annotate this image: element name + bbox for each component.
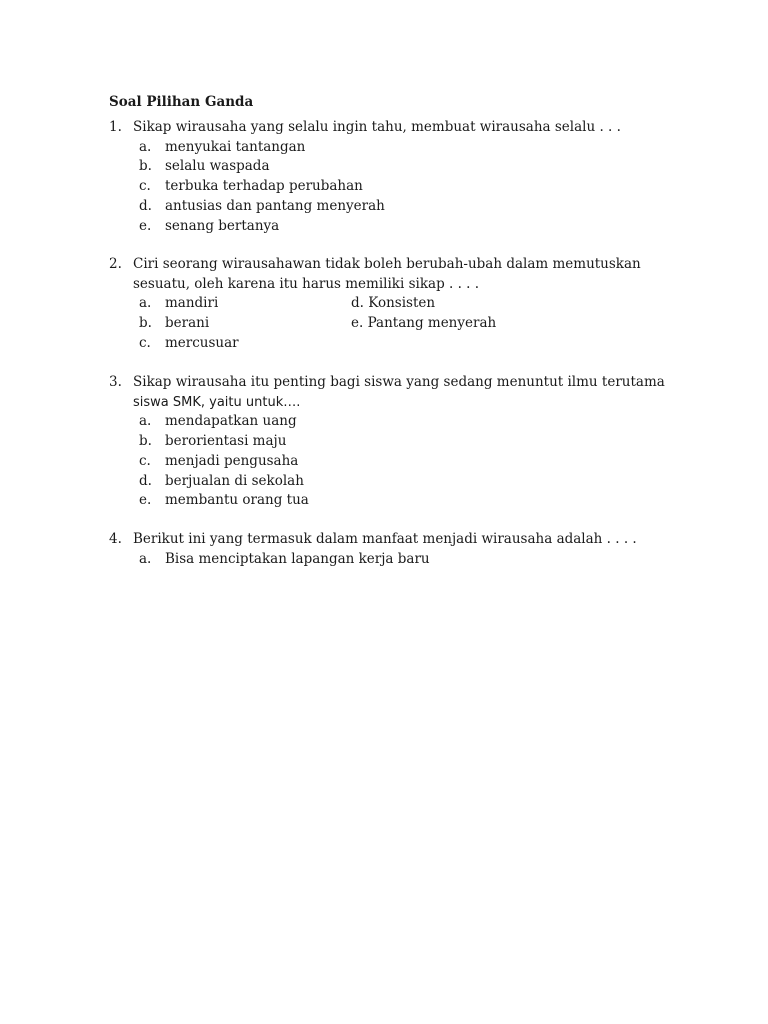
option-text: menyukai tantangan <box>165 138 306 155</box>
option-letter: a. <box>139 550 152 567</box>
question-1 <box>109 118 669 236</box>
option-item <box>139 472 669 492</box>
option-item <box>139 452 669 472</box>
question-4 <box>109 530 669 569</box>
option-text: berjualan di sekolah <box>165 472 304 489</box>
option-item <box>139 491 669 511</box>
option-letter: e. <box>139 492 152 509</box>
option-letter: b. <box>139 315 152 332</box>
option-text: mercusuar <box>165 334 239 351</box>
option-item <box>139 177 669 197</box>
option-item <box>139 217 669 237</box>
option-item <box>139 138 669 158</box>
question-text: Sikap wirausaha itu penting bagi siswa yang sedang menuntut ilmu terutama <box>133 374 665 390</box>
option-text: membantu orang tua <box>165 492 309 509</box>
option-letter: d. <box>139 472 152 489</box>
document-title: Soal Pilihan Ganda <box>109 94 254 110</box>
option-text: menjadi pengusaha <box>165 452 299 469</box>
option-text: berorientasi maju <box>165 433 287 450</box>
option-text: mendapatkan uang <box>165 413 297 430</box>
option-letter: d. <box>139 197 152 214</box>
option-text: mandiri <box>165 295 219 312</box>
option-text: antusias dan pantang menyerah <box>165 197 385 214</box>
option-letter: b. <box>139 158 152 175</box>
option-letter: c. <box>139 178 151 195</box>
option-text: terbuka terhadap perubahan <box>165 178 363 195</box>
option-text-right: e. Pantang menyerah <box>351 315 497 332</box>
option-list <box>139 294 669 353</box>
option-letter: a. <box>139 413 152 430</box>
question-text: Sikap wirausaha yang selalu ingin tahu, membuat wirausaha selalu . . . <box>133 119 621 135</box>
option-letter: b. <box>139 433 152 450</box>
question-text: Berikut ini yang termasuk dalam manfaat menjadi wirausaha adalah . . . . <box>133 531 637 547</box>
option-text: berani <box>165 315 210 332</box>
question-text: Ciri seorang wirausahawan tidak boleh berubah-ubah dalam memutuskan <box>133 256 641 272</box>
option-list <box>139 550 669 570</box>
option-item <box>139 334 669 354</box>
question-number: 2. <box>109 256 122 272</box>
question-number: 1. <box>109 119 122 135</box>
question-text-continued: siswa SMK, yaitu untuk…. <box>133 394 301 410</box>
option-list <box>139 138 669 237</box>
option-item <box>139 294 669 314</box>
question-text-continued: sesuatu, oleh karena itu harus memiliki sikap . . . . <box>133 275 480 292</box>
option-item <box>139 197 669 217</box>
option-item <box>139 157 669 177</box>
option-letter: a. <box>139 295 152 312</box>
option-letter: a. <box>139 138 152 155</box>
option-letter: c. <box>139 452 151 469</box>
option-item <box>139 314 669 334</box>
question-2 <box>109 255 669 354</box>
option-item <box>139 412 669 432</box>
option-letter: c. <box>139 334 151 351</box>
question-number: 4. <box>109 531 122 547</box>
option-text-right: d. Konsisten <box>351 295 436 312</box>
option-list <box>139 412 669 511</box>
question-3 <box>109 373 669 511</box>
option-text: selalu waspada <box>165 158 270 175</box>
option-text: Bisa menciptakan lapangan kerja baru <box>165 550 430 567</box>
option-item <box>139 550 669 570</box>
option-text: senang bertanya <box>165 217 280 234</box>
option-item <box>139 432 669 452</box>
question-number: 3. <box>109 374 122 390</box>
option-letter: e. <box>139 217 152 234</box>
